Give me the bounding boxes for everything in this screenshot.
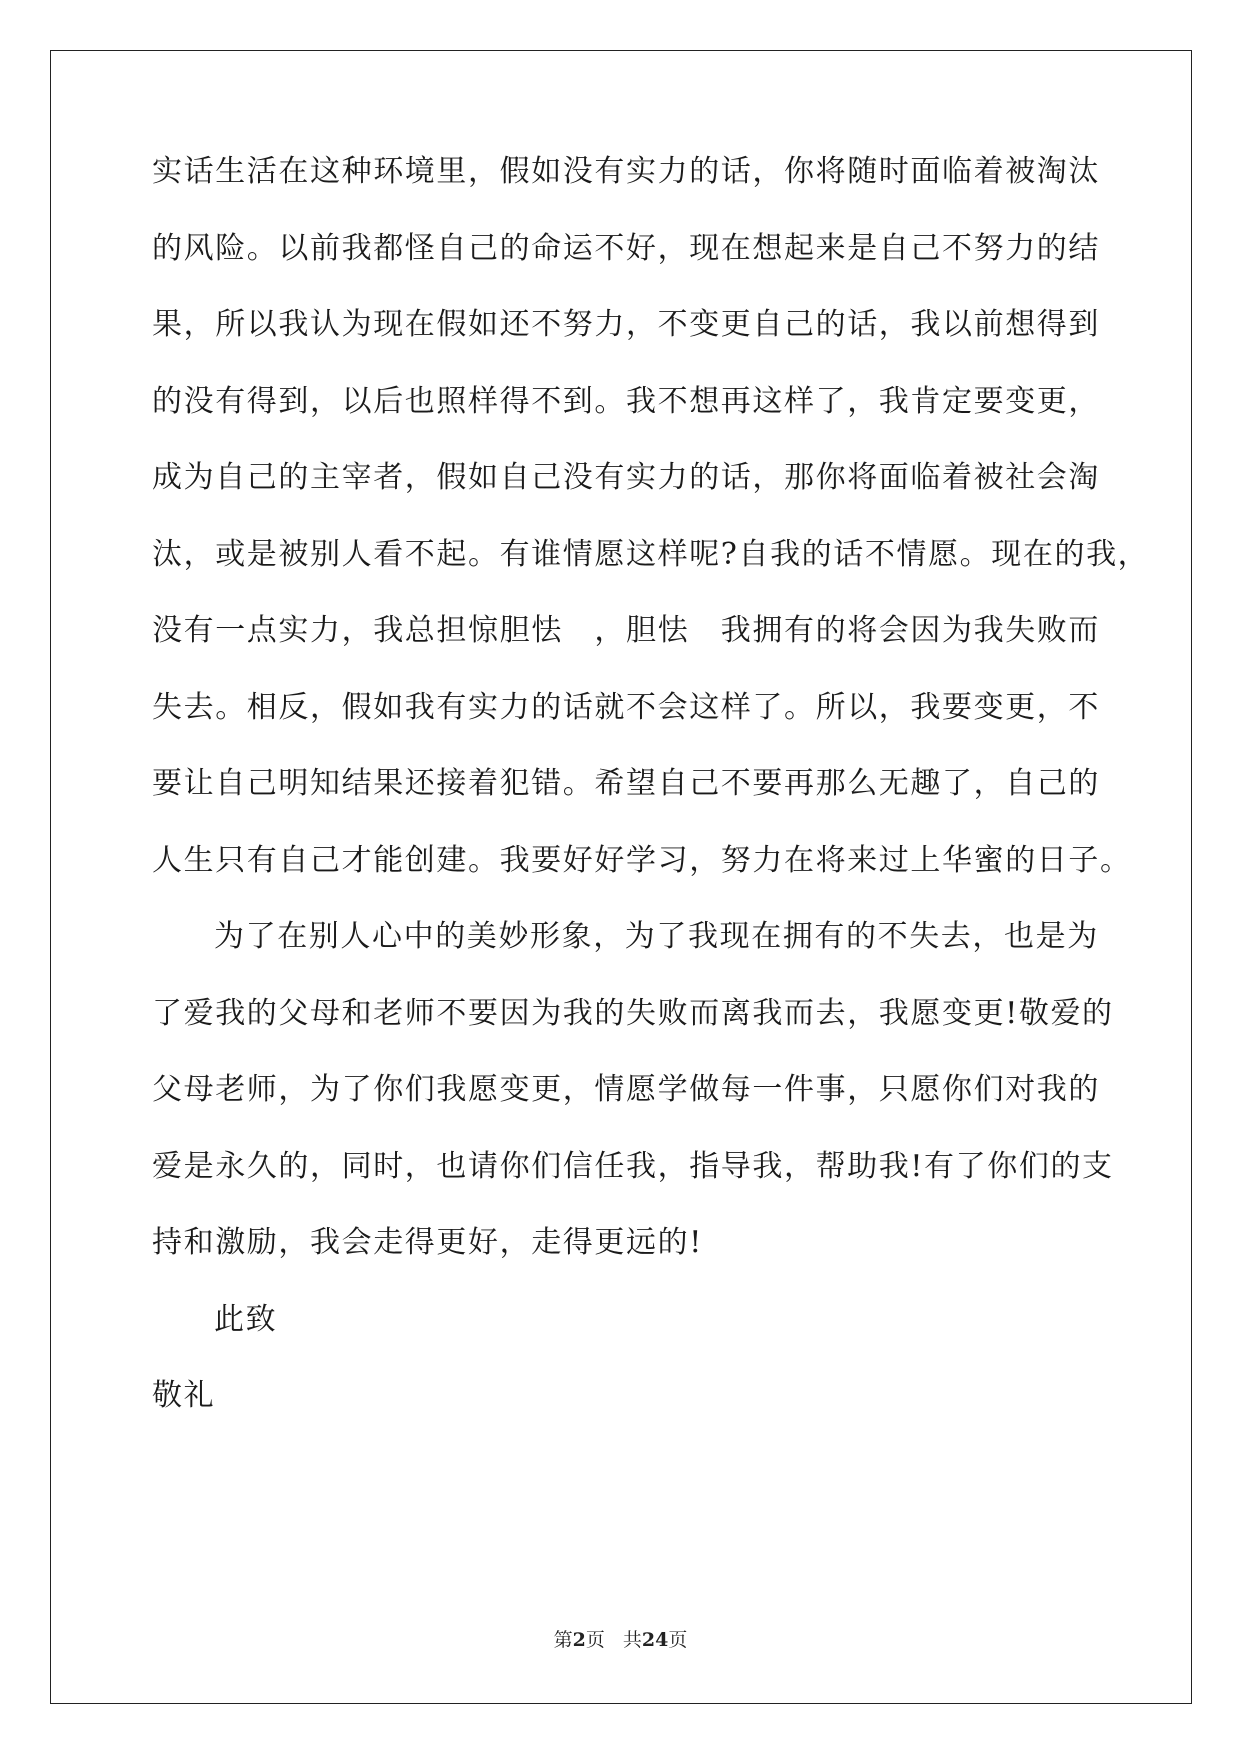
footer-page-number: 2 — [572, 1629, 586, 1651]
footer-total-suffix: 页 — [668, 1629, 688, 1651]
body-line: 汰，或是被别人看不起。有谁情愿这样呢?自我的话不情愿。现在的我， — [152, 537, 1150, 572]
body-line: 的没有得到，以后也照样得不到。我不想再这样了，我肯定要变更， — [152, 384, 1100, 419]
page-footer — [0, 1628, 1241, 1652]
closing-regards: 敬礼 — [152, 1378, 216, 1413]
body-line: 要让自己明知结果还接着犯错。希望自己不要再那么无趣了，自己的 — [152, 766, 1100, 801]
body-line: 没有一点实力，我总担惊胆怯 ，胆怯 我拥有的将会因为我失败而 — [152, 613, 1100, 648]
body-line: 的风险。以前我都怪自己的命运不好，现在想起来是自己不努力的结 — [152, 231, 1100, 266]
body-line: 成为自己的主宰者，假如自己没有实力的话，那你将面临着被社会淘 — [152, 460, 1100, 495]
body-line: 失去。相反，假如我有实力的话就不会这样了。所以，我要变更，不 — [152, 690, 1100, 725]
body-line: 持和激励，我会走得更好，走得更远的! — [152, 1225, 703, 1260]
body-line: 父母老师，为了你们我愿变更，情愿学做每一件事，只愿你们对我的 — [152, 1072, 1100, 1107]
body-line: 爱是永久的，同时，也请你们信任我，指导我，帮助我!有了你们的支 — [152, 1149, 1114, 1184]
closing-salutation: 此致 — [214, 1302, 278, 1337]
footer-total-pages: 24 — [641, 1629, 669, 1651]
body-line: 实话生活在这种环境里，假如没有实力的话，你将随时面临着被淘汰 — [152, 154, 1100, 189]
body-line: 了爱我的父母和老师不要因为我的失败而离我而去，我愿变更!敬爱的 — [152, 996, 1114, 1031]
footer-page-suffix: 页 — [585, 1629, 605, 1651]
footer-total-prefix: 共 — [622, 1629, 642, 1651]
body-line: 人生只有自己才能创建。我要好好学习，努力在将来过上华蜜的日子。 — [152, 843, 1132, 878]
footer-page-prefix: 第 — [553, 1629, 573, 1651]
body-line: 果，所以我认为现在假如还不努力，不变更自己的话，我以前想得到 — [152, 307, 1100, 342]
paragraph-start-line: 为了在别人心中的美妙形象，为了我现在拥有的不失去，也是为 — [214, 919, 1099, 954]
